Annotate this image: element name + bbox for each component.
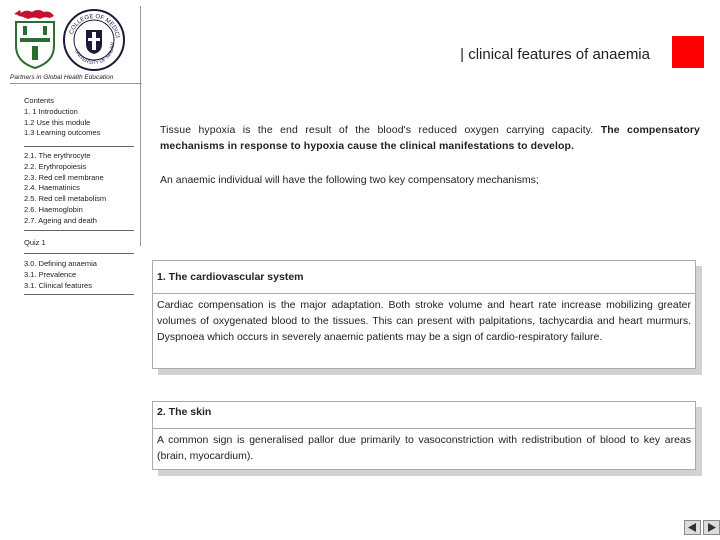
nav-divider	[24, 146, 134, 147]
nav-item-use-module[interactable]: 1.2 Use this module	[24, 117, 91, 127]
cardiovascular-title: 1. The cardiovascular system	[157, 271, 304, 283]
nav-group-anaemia	[24, 259, 97, 291]
intro-paragraph	[160, 122, 700, 154]
nav-group-quiz	[24, 238, 46, 249]
page-navigation	[684, 520, 720, 535]
nav-divider	[24, 230, 134, 231]
nav-item-introduction[interactable]: 1. 1 Introduction	[24, 106, 78, 116]
partners-divider	[10, 83, 142, 84]
next-page-button[interactable]	[703, 520, 720, 535]
nav-item-prevalence[interactable]: 3.1. Prevalence	[24, 269, 77, 279]
nav-item-clinical-features[interactable]: 3.1. Clinical features	[24, 280, 92, 290]
skin-body: A common sign is generalised pallor due primarily to vasoconstriction with redistribution of blood to key areas (brain, myocardium).	[157, 434, 691, 462]
nav-item-learning-outcomes[interactable]: 1.3 Learning outcomes	[24, 128, 101, 138]
nav-item-ageing-death[interactable]: 2.7. Ageing and death	[24, 215, 97, 225]
nav-item-haematinics[interactable]: 2.4. Haematinics	[24, 183, 80, 193]
nav-divider	[24, 294, 134, 295]
intro-section	[160, 122, 700, 188]
intro-text: Tissue hypoxia is the end result of the blood's reduced oxygen carrying capacity.	[160, 124, 594, 136]
page-title: | clinical features of anaemia	[460, 46, 650, 63]
svg-text:UNIVERSITY OF MALAWI: UNIVERSITY OF MALAW	[73, 42, 117, 67]
skin-panel	[152, 401, 696, 470]
triangle-right-icon	[707, 523, 716, 532]
triangle-left-icon	[688, 523, 697, 532]
nav-item-defining-anaemia[interactable]: 3.0. Defining anaemia	[24, 259, 97, 268]
nav-item-red-cell-membrane[interactable]: 2.3. Red cell membrane	[24, 172, 104, 182]
title-accent-square	[672, 36, 704, 68]
college-seal-logo	[62, 8, 126, 72]
nav-group-contents	[24, 96, 100, 139]
cardiovascular-body: Cardiac compensation is the major adaptation. Both stroke volume and heart rate increase mobilizing greater volumes of oxygenated blood to the tissues. This can present with palpitations, tachycardia and heart murmurs. Dyspnoea which occurs in severely anaemic patients may be a sign of cardio-respiratory failure.	[157, 299, 691, 343]
nav-divider	[24, 253, 134, 254]
partners-tagline: Partners in Global Health Education	[10, 74, 114, 81]
intro-emphasis: The compensatory mechanisms in response to hypoxia cause the clinical manifestations to develop.	[160, 124, 700, 152]
nav-group-erythrocyte	[24, 151, 106, 227]
svg-text:COLLEGE OF MEDICINE: COLLEGE OF MEDICI	[68, 13, 120, 39]
nav-item-erythropoiesis[interactable]: 2.2. Erythropoiesis	[24, 161, 87, 171]
nav-item-erythrocyte[interactable]: 2.1. The erythrocyte	[24, 151, 91, 160]
welsh-crest-logo	[10, 8, 60, 70]
cardiovascular-panel	[152, 260, 696, 369]
nav-item-quiz-1[interactable]: Quiz 1	[24, 238, 46, 247]
skin-title: 2. The skin	[157, 406, 212, 418]
nav-heading-contents: Contents	[24, 96, 55, 105]
nav-item-red-cell-metabolism[interactable]: 2.5. Red cell metabolism	[24, 194, 107, 204]
prev-page-button[interactable]	[684, 520, 701, 535]
nav-item-haemoglobin[interactable]: 2.6. Haemoglobin	[24, 204, 83, 214]
key-mechanisms-text: An anaemic individual will have the following two key compensatory mechanisms;	[160, 174, 539, 186]
sidebar	[0, 0, 141, 540]
sidebar-divider	[140, 6, 141, 246]
